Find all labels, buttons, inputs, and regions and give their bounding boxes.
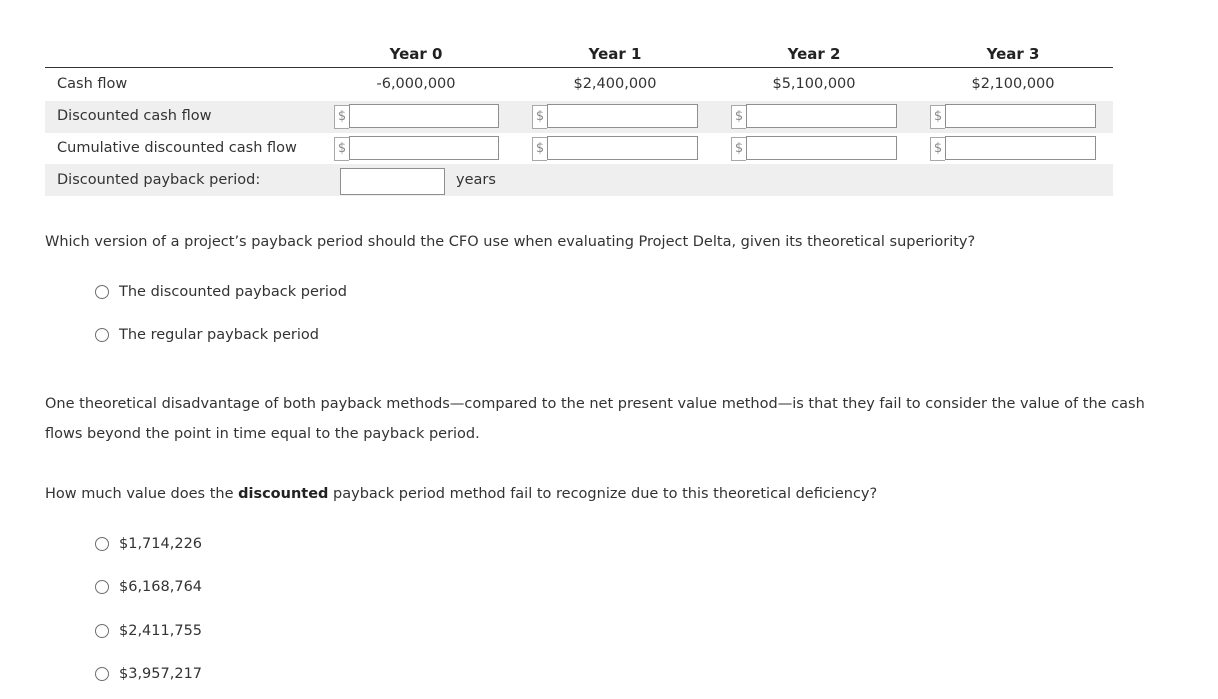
q2-option-1[interactable] <box>95 536 202 552</box>
cdcf-year-3-input[interactable] <box>945 136 1096 160</box>
q2-option-1-radio[interactable] <box>95 537 109 551</box>
row-label-discounted-cash-flow: Discounted cash flow <box>57 108 212 124</box>
cash-flow-table <box>45 38 1113 198</box>
cash-flow-year-1: $2,400,000 <box>573 76 657 92</box>
row-label-cumulative-dcf: Cumulative discounted cash flow <box>57 140 297 156</box>
statement-text <box>45 389 1205 449</box>
statement-line-1: One theoretical disadvantage of both payback methods—compared to the net present value method—is that they fail to consider the value of the cash <box>45 396 1145 412</box>
question-1-text: Which version of a project’s payback period should the CFO use when evaluating Project Delta, given its theoretical superiority? <box>45 234 976 250</box>
question-2-text-before: How much value does the <box>45 486 239 502</box>
header-year-0: Year 0 <box>389 45 443 63</box>
cdcf-year-1-input[interactable] <box>547 136 698 160</box>
cash-flow-year-0: -6,000,000 <box>376 76 456 92</box>
question-2-text <box>45 479 877 509</box>
cash-flow-year-3: $2,100,000 <box>971 76 1055 92</box>
question-2-text-after: payback period method fail to recognize due to this theoretical deficiency? <box>328 486 878 502</box>
dollar-sign-dcf-year-1: $ <box>532 105 547 129</box>
q1-option-2-label: The regular payback period <box>119 327 319 343</box>
q2-option-2-label: $6,168,764 <box>119 579 203 595</box>
q2-option-3[interactable] <box>95 623 202 639</box>
dollar-sign-cdcf-year-1: $ <box>532 137 547 161</box>
dcf-year-3-input[interactable] <box>945 104 1096 128</box>
dollar-sign-cdcf-year-0: $ <box>334 137 349 161</box>
header-year-3: Year 3 <box>986 45 1040 63</box>
q1-option-1[interactable] <box>95 284 347 300</box>
q1-option-1-label: The discounted payback period <box>119 284 347 300</box>
dcf-year-0-input[interactable] <box>349 104 499 128</box>
dollar-sign-cdcf-year-3: $ <box>930 137 945 161</box>
header-year-1: Year 1 <box>588 45 642 63</box>
q2-option-2[interactable] <box>95 579 202 595</box>
cdcf-year-2-input[interactable] <box>746 136 897 160</box>
q1-option-2[interactable] <box>95 327 319 343</box>
dcf-year-2-input[interactable] <box>746 104 897 128</box>
q2-option-4-label: $3,957,217 <box>119 666 203 682</box>
dollar-sign-dcf-year-3: $ <box>930 105 945 129</box>
row-label-cash-flow: Cash flow <box>57 76 128 92</box>
dcf-year-1-input[interactable] <box>547 104 698 128</box>
q2-option-4-radio[interactable] <box>95 667 109 681</box>
header-divider <box>45 67 1113 68</box>
dollar-sign-cdcf-year-2: $ <box>731 137 746 161</box>
q2-option-3-radio[interactable] <box>95 624 109 638</box>
header-year-2: Year 2 <box>787 45 841 63</box>
statement-line-2: flows beyond the point in time equal to the payback period. <box>45 426 480 442</box>
q2-option-2-radio[interactable] <box>95 580 109 594</box>
q2-option-1-label: $1,714,226 <box>119 536 203 552</box>
payback-period-unit: years <box>456 172 496 188</box>
dollar-sign-dcf-year-2: $ <box>731 105 746 129</box>
cash-flow-year-2: $5,100,000 <box>772 76 856 92</box>
cdcf-year-0-input[interactable] <box>349 136 499 160</box>
payback-period-input[interactable] <box>340 168 445 195</box>
q1-option-1-radio[interactable] <box>95 285 109 299</box>
q1-option-2-radio[interactable] <box>95 328 109 342</box>
q2-option-4[interactable] <box>95 666 202 682</box>
row-label-payback-period: Discounted payback period: <box>57 172 261 188</box>
dollar-sign-dcf-year-0: $ <box>334 105 349 129</box>
question-2-text-bold: discounted <box>238 486 329 502</box>
q2-option-3-label: $2,411,755 <box>119 623 203 639</box>
